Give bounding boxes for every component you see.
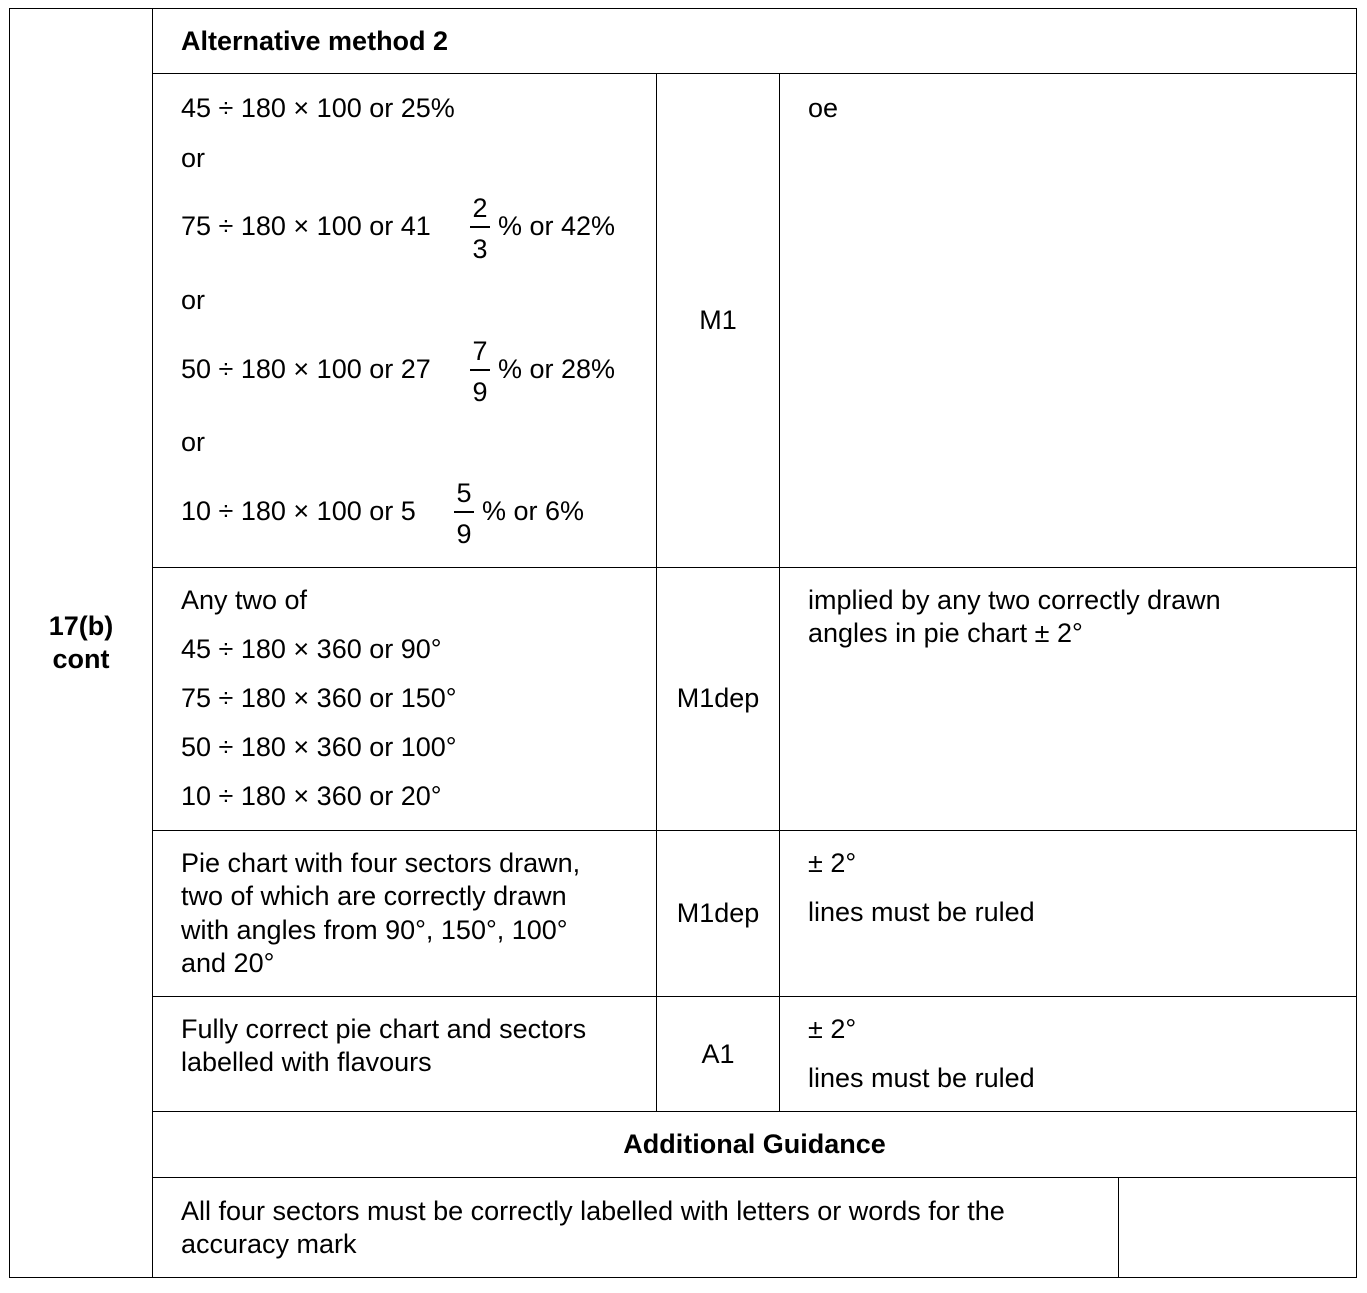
row-divider <box>152 1177 1357 1178</box>
method-line: 45 ÷ 180 × 100 or 25% <box>181 93 455 123</box>
comment: angles in pie chart ± 2° <box>808 618 1083 648</box>
mark: M1dep <box>676 683 760 713</box>
fraction-denominator: 3 <box>472 234 488 264</box>
row-divider <box>152 73 1357 74</box>
method-line: 10 ÷ 180 × 360 or 20° <box>181 781 442 811</box>
comment-column-divider <box>779 73 780 1112</box>
guidance-column-divider <box>1118 1177 1119 1278</box>
guidance-text: All four sectors must be correctly labelled with letters or words for the <box>181 1196 1005 1226</box>
mark-column-divider <box>656 73 657 1112</box>
row-divider <box>152 1111 1357 1112</box>
fraction-bar <box>454 511 474 513</box>
comment: lines must be ruled <box>808 897 1035 927</box>
method-line: Pie chart with four sectors drawn, <box>181 848 581 878</box>
question-label: 17(b) <box>48 611 114 641</box>
row-divider <box>152 830 1357 831</box>
method-line: labelled with flavours <box>181 1047 432 1077</box>
method-line: Any two of <box>181 585 308 615</box>
method-line: or <box>181 143 206 173</box>
comment: oe <box>808 93 839 123</box>
row-divider <box>152 996 1357 997</box>
comment: ± 2° <box>808 1014 857 1044</box>
fraction-numerator: 5 <box>456 478 472 508</box>
method-line: 75 ÷ 180 × 100 or 41 <box>181 211 431 241</box>
method-line-suffix: % or 42% <box>498 211 616 241</box>
mark: A1 <box>701 1039 735 1069</box>
fraction-bar <box>470 369 490 371</box>
method-header: Alternative method 2 <box>181 26 449 56</box>
fraction-bar <box>470 226 490 228</box>
question-column-divider <box>152 8 153 1278</box>
method-line: or <box>181 285 206 315</box>
method-line: Fully correct pie chart and sectors <box>181 1014 587 1044</box>
method-line-suffix: % or 28% <box>498 354 616 384</box>
mark: M1dep <box>676 898 760 928</box>
method-line: or <box>181 427 206 457</box>
fraction-denominator: 9 <box>472 377 488 407</box>
fraction-numerator: 2 <box>472 193 488 223</box>
method-line: 50 ÷ 180 × 100 or 27 <box>181 354 431 384</box>
question-label-cont: cont <box>52 644 110 674</box>
table-border-bottom <box>9 1277 1357 1278</box>
table-border-right <box>1356 8 1357 1278</box>
method-line: and 20° <box>181 948 275 978</box>
guidance-title: Additional Guidance <box>623 1129 886 1159</box>
method-line: two of which are correctly drawn <box>181 881 567 911</box>
comment: lines must be ruled <box>808 1063 1035 1093</box>
method-line-suffix: % or 6% <box>482 496 585 526</box>
guidance-text: accuracy mark <box>181 1229 357 1259</box>
comment: ± 2° <box>808 848 857 878</box>
row-divider <box>152 567 1357 568</box>
fraction-numerator: 7 <box>472 336 488 366</box>
method-line: with angles from 90°, 150°, 100° <box>181 915 568 945</box>
fraction-denominator: 9 <box>456 519 472 549</box>
method-line: 45 ÷ 180 × 360 or 90° <box>181 634 442 664</box>
comment: implied by any two correctly drawn <box>808 585 1221 615</box>
method-line: 50 ÷ 180 × 360 or 100° <box>181 732 457 762</box>
table-border-top <box>9 8 1357 9</box>
mark: M1 <box>699 305 737 335</box>
method-line: 10 ÷ 180 × 100 or 5 <box>181 496 416 526</box>
method-line: 75 ÷ 180 × 360 or 150° <box>181 683 457 713</box>
